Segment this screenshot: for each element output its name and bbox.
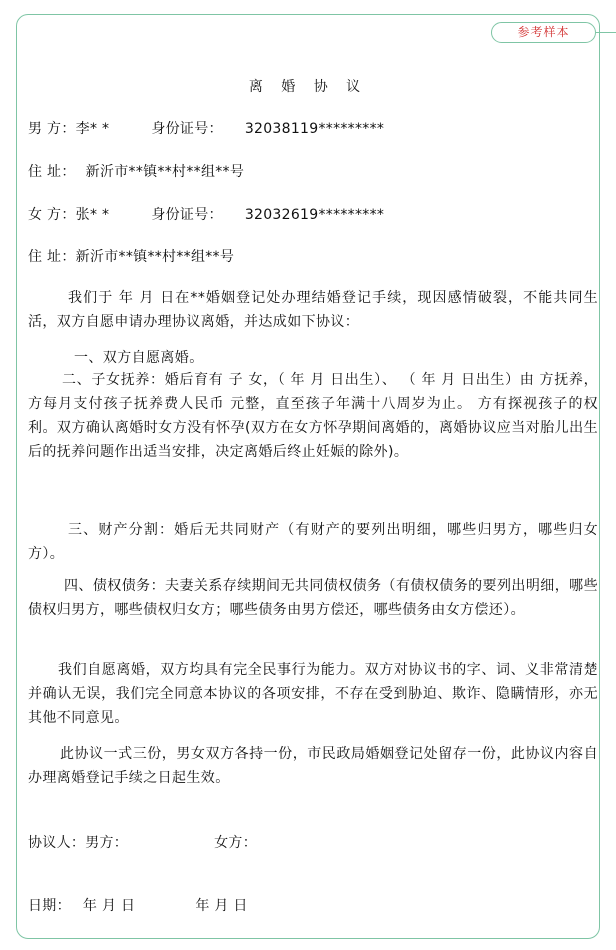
clause-3-paragraph: 三、财产分割：婚后无共同财产（有财产的要列出明细，哪些归男方，哪些归女方）。 [28,522,598,562]
man-address-row [28,161,244,181]
woman-label: 女 方： [28,207,76,223]
man-name: 李* * [75,121,110,137]
date-woman: 年 月 日 [195,898,248,914]
clause-4-paragraph: 四、债权债务：夫妻关系存续期间无共同债权债务（有债权债务的要列出明细，哪些债权归男方，哪些债权归女方；哪些债务由男方偿还，哪些债务由女方偿还）。 [28,578,598,618]
man-label: 男 方： [28,121,76,137]
woman-info-row [28,204,384,224]
signature-woman: 女方： [214,835,258,851]
woman-address-row [28,246,234,266]
woman-address-label: 住 址： [28,249,76,265]
sample-badge: 参考样本 [491,22,596,43]
signature-row [28,832,257,852]
declaration-paragraph: 我们自愿离婚，双方均具有完全民事行为能力。双方对协议书的字、词、义非常清楚并确认无误，我们完全同意本协议的各项安排，不存在受到胁迫、欺诈、隐瞒情形，亦无其他不同意见。 [28,662,598,726]
man-id-value: 32038119********* [244,121,385,137]
date-row [28,895,248,915]
intro-paragraph: 我们于 年 月 日在**婚姻登记处办理结婚登记手续，现因感情破裂，不能共同生活，双方自愿申请办理协议离婚，并达成如下协议： [28,290,598,330]
man-info-row [28,118,384,138]
date-label: 日期： [28,898,71,914]
clause-1-paragraph: 一、双方自愿离婚。 [74,350,204,366]
man-address-value: 新沂市**镇**村**组**号 [85,164,245,180]
badge-connector-line [596,32,616,33]
document-frame [16,14,600,939]
man-address-label: 住 址： [28,164,76,180]
date-man: 年 月 日 [82,898,136,914]
woman-id-value: 32032619********* [244,207,385,223]
man-id-label: 身份证号： [151,121,223,137]
woman-id-label: 身份证号： [151,207,223,223]
copies-paragraph: 此协议一式三份，男女双方各持一份，市民政局婚姻登记处留存一份，此协议内容自办理离婚登记手续之日起生效。 [28,746,598,786]
document-title: 离 婚 协 议 [248,79,368,95]
signature-label: 协议人： [28,835,86,851]
clause-2-paragraph: 二、子女抚养：婚后育有 子 女，（ 年 月 日出生）、 （ 年 月 日出生）由 方抚养， 方每月支付孩子抚养费人民币 元整，直至孩子年满十八周岁为止。 方有探视孩子的权利。双方确认离婚时女方没有怀孕(双方在女方怀孕期间离婚的，离婚协议应当对胎儿出生后的抚养问题作出适当安排，决定离婚后终止妊娠的除外)。 [28,372,598,460]
woman-name: 张* * [75,207,110,223]
signature-man: 男方： [85,835,129,851]
woman-address-value: 新沂市**镇**村**组**号 [75,249,235,265]
